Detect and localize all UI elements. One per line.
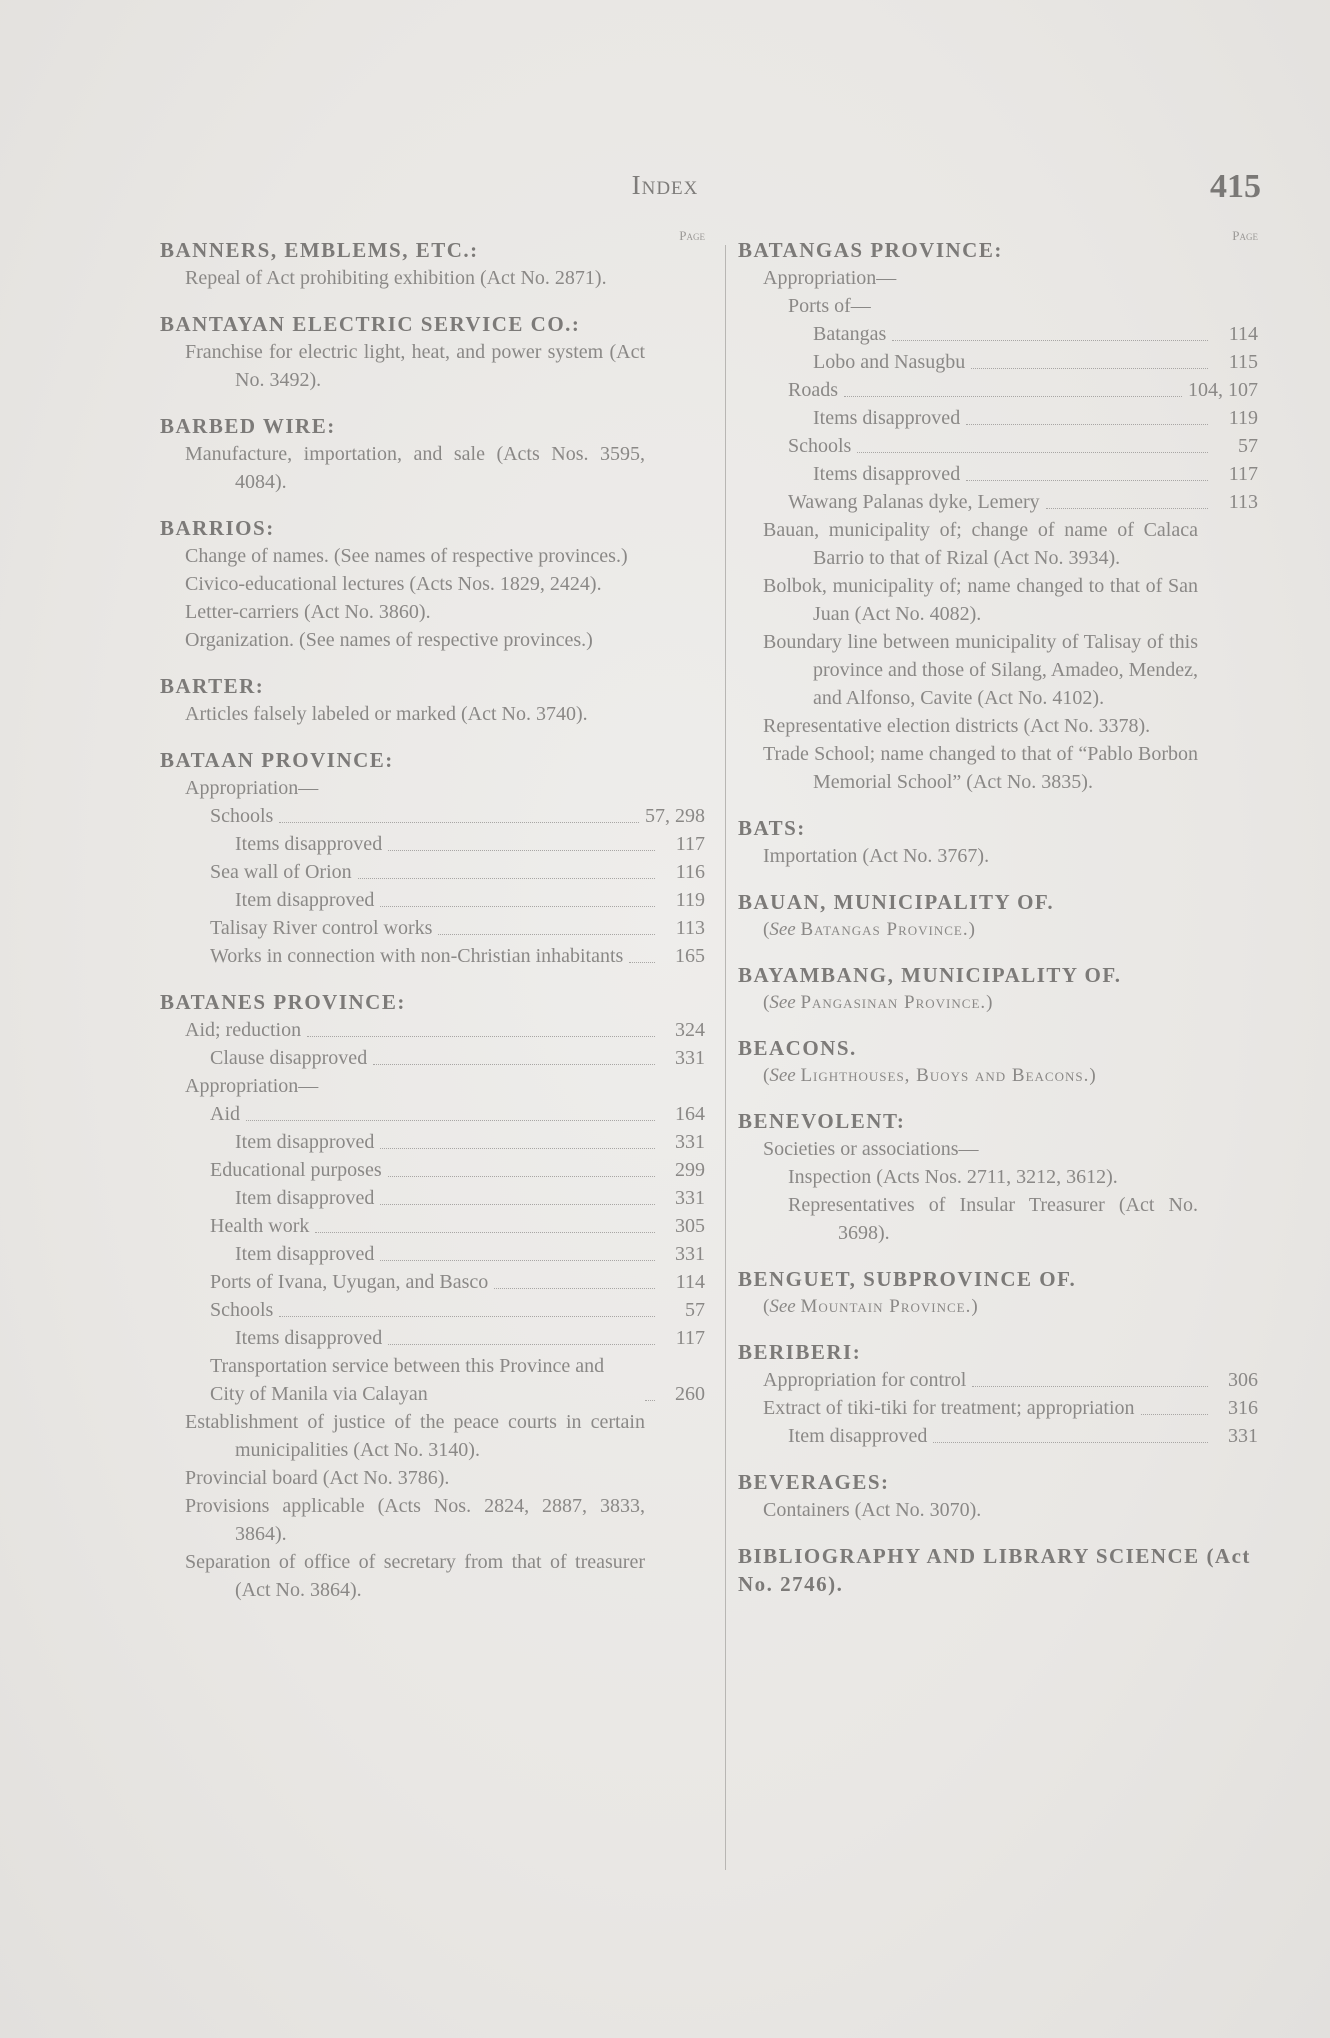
entry-text: Articles falsely labeled or marked (Act No. 3740).	[185, 703, 588, 725]
entry-line	[738, 348, 1258, 376]
index-entry	[738, 888, 1258, 943]
entry-text: Items disapproved	[235, 833, 383, 855]
index-entry	[738, 1265, 1258, 1320]
entry-heading: BARRIOS:	[160, 516, 275, 540]
index-entry	[738, 1034, 1258, 1089]
entry-text: Wawang Palanas dyke, Lemery	[788, 491, 1040, 513]
leader-dots	[933, 1442, 1208, 1443]
leader-dots	[307, 1036, 655, 1037]
leader-dots	[315, 1232, 655, 1233]
entry-text: Item disapproved	[235, 1187, 375, 1209]
entry-text: Items disapproved	[235, 1327, 383, 1349]
entry-text: Provincial board (Act No. 3786).	[185, 1467, 450, 1489]
entry-line	[160, 830, 705, 858]
page-reference: 115	[1228, 351, 1258, 373]
page-reference: 116	[675, 861, 705, 883]
index-entry	[160, 672, 705, 728]
leader-dots	[971, 368, 1208, 369]
leader-dots	[380, 1260, 655, 1261]
entry-line	[160, 1100, 705, 1128]
entry-heading: BARBED WIRE:	[160, 414, 336, 438]
page-title: Index	[631, 170, 699, 200]
leader-dots	[380, 1204, 655, 1205]
index-entry	[160, 310, 705, 394]
leader-dots	[438, 934, 655, 935]
entry-heading: BERIBERI:	[738, 1340, 862, 1364]
entry-line	[738, 1422, 1258, 1450]
leader-dots	[388, 1344, 655, 1345]
entry-line	[738, 320, 1258, 348]
entry-text: Appropriation—	[185, 777, 319, 799]
page-reference: 164	[675, 1103, 705, 1125]
leader-dots	[645, 1400, 655, 1401]
entry-line	[160, 1212, 705, 1240]
leader-dots	[279, 822, 639, 823]
entry-text: Societies or associations—	[763, 1138, 979, 1160]
entry-line	[160, 1016, 705, 1044]
entry-text: Trade School; name changed to that of “Pablo Borbon Memorial School” (Act No. 3835).	[763, 743, 1198, 793]
entry-heading: BENEVOLENT:	[738, 1109, 906, 1133]
entry-line	[738, 432, 1258, 460]
entry-text: Representative election districts (Act No. 3378).	[763, 715, 1151, 737]
entry-heading: BATS:	[738, 816, 806, 840]
entry-text: Establishment of justice of the peace courts in certain municipalities (Act No. 3140).	[185, 1411, 645, 1461]
leader-dots	[494, 1288, 655, 1289]
index-entry	[738, 1107, 1258, 1247]
entry-text: Ports of Ivana, Uyugan, and Basco	[210, 1271, 489, 1293]
index-entry	[738, 236, 1258, 796]
entry-text: Clause disapproved	[210, 1047, 368, 1069]
page-reference: 57, 298	[645, 805, 705, 827]
page-column-label: Page	[1232, 228, 1258, 243]
entry-line	[160, 886, 705, 914]
entry-text: Extract of tiki-tiki for treatment; appropriation	[763, 1397, 1135, 1419]
entry-line	[160, 1156, 705, 1184]
entry-line	[160, 858, 705, 886]
leader-dots	[373, 1064, 655, 1065]
index-entry	[738, 1468, 1258, 1524]
see-reference: (See Batangas Province.)	[763, 919, 975, 940]
entry-heading: BAYAMBANG, MUNICIPALITY OF.	[738, 963, 1122, 987]
page-reference: 331	[675, 1047, 705, 1069]
entry-text: Batangas	[813, 323, 887, 345]
entry-heading: BATAAN PROVINCE:	[160, 748, 394, 772]
entry-heading: BAUAN, MUNICIPALITY OF.	[738, 890, 1055, 914]
page-column-label: Page	[679, 228, 705, 243]
entry-text: Boundary line between municipality of Talisay of this province and those of Silang, Amadeo, Mendez, and Alfonso, Cavite (Act No. 4102).	[763, 631, 1198, 709]
index-entry	[160, 236, 705, 292]
right-column	[738, 228, 1258, 1616]
leader-dots	[246, 1120, 655, 1121]
entry-heading: BENGUET, SUBPROVINCE OF.	[738, 1267, 1077, 1291]
see-reference: (See Lighthouses, Buoys and Beacons.)	[763, 1065, 1096, 1086]
entry-text: Transportation service between this Province and City of Manila via Calayan	[210, 1355, 605, 1405]
entry-text: Appropriation for control	[763, 1369, 967, 1391]
entry-text: Change of names. (See names of respective provinces.)	[185, 545, 628, 567]
entry-line	[738, 460, 1258, 488]
entry-line	[738, 1394, 1258, 1422]
index-entries	[738, 236, 1258, 1598]
page-reference: 57	[1238, 435, 1258, 457]
entry-text: Ports of—	[788, 295, 871, 317]
leader-dots	[279, 1316, 655, 1317]
index-entry	[160, 988, 705, 1604]
page-reference: 331	[675, 1187, 705, 1209]
entry-text: Items disapproved	[813, 463, 961, 485]
page-reference: 306	[1228, 1369, 1258, 1391]
page-reference: 119	[675, 889, 705, 911]
entry-heading: BEVERAGES:	[738, 1470, 890, 1494]
entry-text: Item disapproved	[235, 889, 375, 911]
leader-dots	[966, 424, 1208, 425]
entry-heading: BATANGAS PROVINCE:	[738, 238, 1003, 262]
entry-heading: BANNERS, EMBLEMS, ETC.:	[160, 238, 479, 262]
page-reference: 331	[675, 1131, 705, 1153]
page-reference: 331	[675, 1243, 705, 1265]
entry-line	[160, 1296, 705, 1324]
entry-text: Organization. (See names of respective provinces.)	[185, 629, 593, 651]
entry-line	[160, 914, 705, 942]
page-reference: 113	[675, 917, 705, 939]
page-reference: 119	[1228, 407, 1258, 429]
page-reference: 117	[675, 833, 705, 855]
page-reference: 260	[675, 1383, 705, 1405]
entry-heading: BATANES PROVINCE:	[160, 990, 406, 1014]
entry-line	[738, 404, 1258, 432]
entry-text: Separation of office of secretary from that of treasurer (Act No. 3864).	[185, 1551, 645, 1601]
index-entry	[160, 746, 705, 970]
leader-dots	[380, 906, 655, 907]
entry-text: Items disapproved	[813, 407, 961, 429]
page-reference: 299	[675, 1159, 705, 1181]
entry-text: Lobo and Nasugbu	[813, 351, 966, 373]
entry-text: Roads	[788, 379, 838, 401]
entry-text: Containers (Act No. 3070).	[763, 1499, 982, 1521]
entry-text: Item disapproved	[235, 1131, 375, 1153]
see-reference: (See Mountain Province.)	[763, 1296, 978, 1317]
page-reference: 117	[1228, 463, 1258, 485]
leader-dots	[844, 396, 1182, 397]
page-reference: 117	[675, 1327, 705, 1349]
leader-dots	[1141, 1414, 1208, 1415]
entry-text: Letter-carriers (Act No. 3860).	[185, 601, 431, 623]
entry-text: Appropriation—	[763, 267, 897, 289]
column-divider	[725, 245, 726, 1870]
page-reference: 57	[685, 1299, 705, 1321]
entry-text: Repeal of Act prohibiting exhibition (Act No. 2871).	[185, 267, 607, 289]
entry-text: Appropriation—	[185, 1075, 319, 1097]
leader-dots	[380, 1148, 655, 1149]
left-column	[160, 228, 705, 1622]
entry-text: Provisions applicable (Acts Nos. 2824, 2887, 3833, 3864).	[185, 1495, 645, 1545]
leader-dots	[388, 1176, 655, 1177]
entry-text: Schools	[788, 435, 852, 457]
entry-text: Sea wall of Orion	[210, 861, 352, 883]
entry-text: Item disapproved	[235, 1243, 375, 1265]
entry-line	[160, 1128, 705, 1156]
leader-dots	[857, 452, 1208, 453]
entry-line	[160, 1352, 705, 1408]
leader-dots	[972, 1386, 1208, 1387]
entry-line	[738, 1366, 1258, 1394]
entry-heading: BIBLIOGRAPHY AND LIBRARY SCIENCE (Act No. 2746).	[738, 1544, 1251, 1596]
entry-text: Bolbok, municipality of; name changed to that of San Juan (Act No. 4082).	[763, 575, 1198, 625]
leader-dots	[629, 962, 655, 963]
entry-text: Importation (Act No. 3767).	[763, 845, 990, 867]
entry-text: Talisay River control works	[210, 917, 433, 939]
index-entry	[738, 1542, 1258, 1598]
index-entry	[738, 961, 1258, 1016]
entry-text: Inspection (Acts Nos. 2711, 3212, 3612).	[788, 1166, 1118, 1188]
entry-line	[738, 488, 1258, 516]
entry-text: Franchise for electric light, heat, and power system (Act No. 3492).	[185, 341, 645, 391]
entry-heading: BANTAYAN ELECTRIC SERVICE CO.:	[160, 312, 581, 336]
entry-text: Works in connection with non-Christian inhabitants	[210, 945, 624, 967]
leader-dots	[1046, 508, 1208, 509]
entry-line	[160, 1268, 705, 1296]
entry-text: Civico-educational lectures (Acts Nos. 1829, 2424).	[185, 573, 602, 595]
page-reference: 324	[675, 1019, 705, 1041]
page-reference: 114	[675, 1271, 705, 1293]
entry-line	[160, 942, 705, 970]
entry-line	[160, 1240, 705, 1268]
entry-line	[738, 376, 1258, 404]
leader-dots	[892, 340, 1208, 341]
index-entry	[160, 412, 705, 496]
entry-line	[160, 1324, 705, 1352]
entry-text: Schools	[210, 1299, 274, 1321]
leader-dots	[388, 850, 655, 851]
entry-text: Schools	[210, 805, 274, 827]
entry-line	[160, 1044, 705, 1072]
page-reference: 316	[1228, 1397, 1258, 1419]
see-reference: (See Pangasinan Province.)	[763, 992, 993, 1013]
entry-text: Item disapproved	[788, 1425, 928, 1447]
index-entry	[738, 814, 1258, 870]
entry-text: Aid	[210, 1103, 240, 1125]
entry-heading: BEACONS.	[738, 1036, 857, 1060]
entry-text: Aid; reduction	[185, 1019, 302, 1041]
page-reference: 305	[675, 1215, 705, 1237]
entry-text: Health work	[210, 1215, 310, 1237]
entry-line	[160, 802, 705, 830]
index-entry	[738, 1338, 1258, 1450]
leader-dots	[966, 480, 1208, 481]
page-reference: 165	[675, 945, 705, 967]
entry-text: Representatives of Insular Treasurer (Act No. 3698).	[788, 1194, 1198, 1244]
entry-heading: BARTER:	[160, 674, 265, 698]
index-entries	[160, 236, 705, 1604]
index-entry	[160, 514, 705, 654]
page-reference: 113	[1228, 491, 1258, 513]
entry-text: Manufacture, importation, and sale (Acts Nos. 3595, 4084).	[185, 443, 645, 493]
page-number: 415	[1210, 168, 1261, 205]
page-reference: 114	[1228, 323, 1258, 345]
entry-text: Bauan, municipality of; change of name of Calaca Barrio to that of Rizal (Act No. 3934).	[763, 519, 1198, 569]
entry-line	[160, 1184, 705, 1212]
entry-text: Educational purposes	[210, 1159, 382, 1181]
page-reference: 104, 107	[1188, 379, 1258, 401]
page-reference: 331	[1228, 1425, 1258, 1447]
leader-dots	[358, 878, 655, 879]
